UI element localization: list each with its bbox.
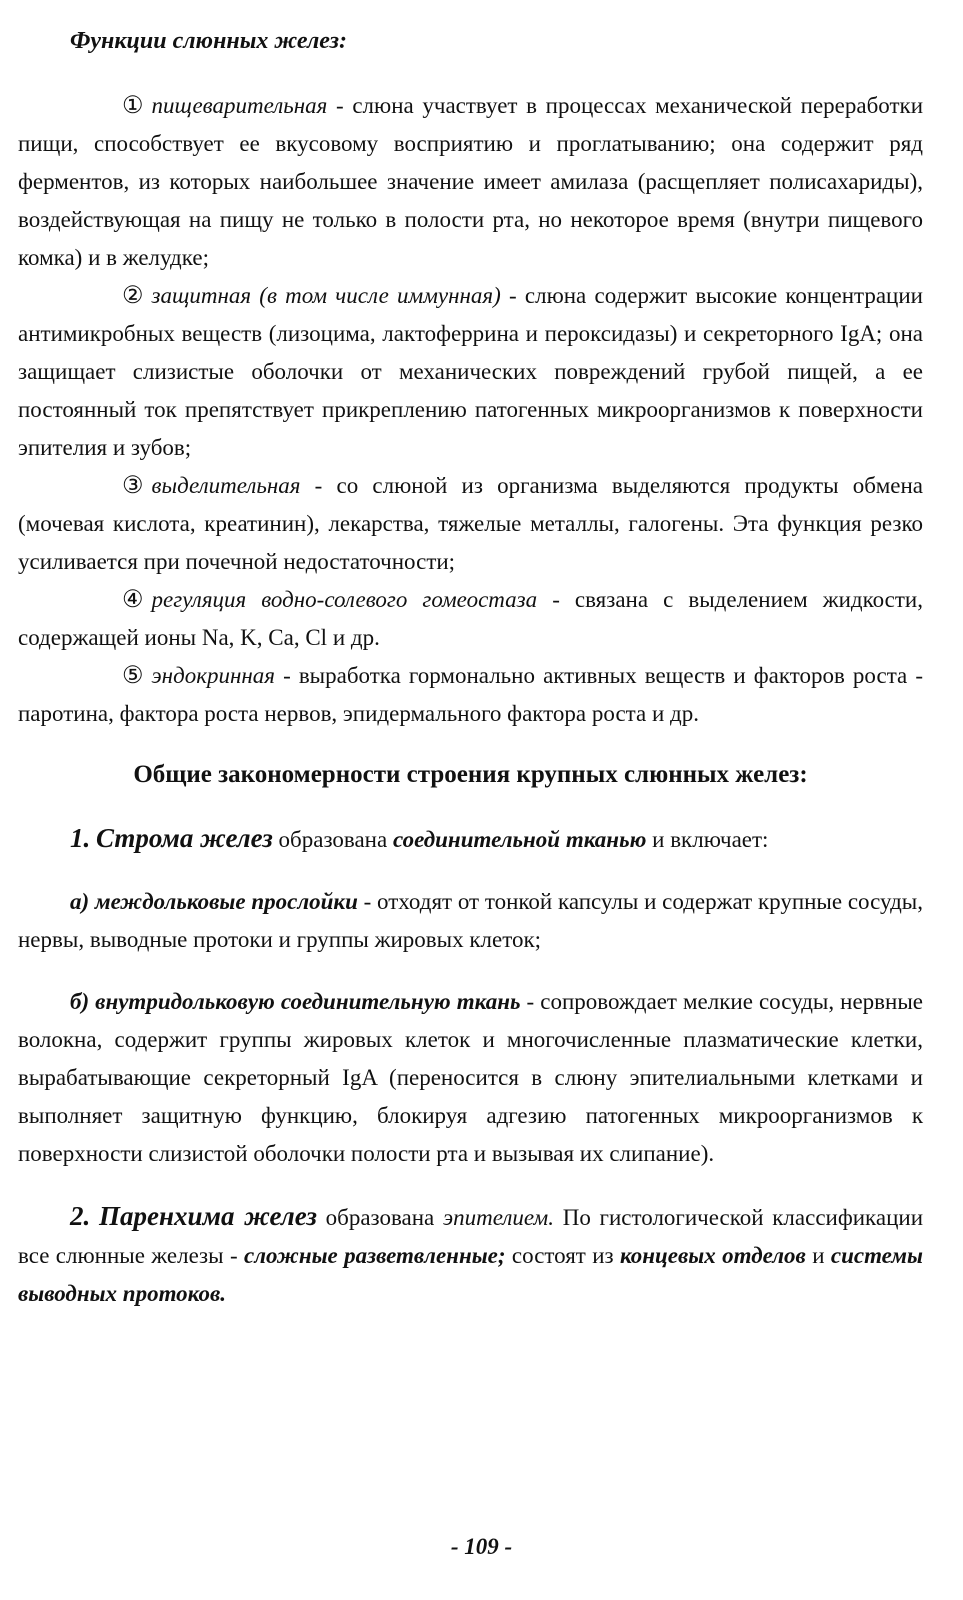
section-heading: Общие закономерности строения крупных слюнных желез: <box>133 761 808 788</box>
section-1-paragraph: 1. Строма желез образована соединительной тканью и включает: <box>70 823 769 853</box>
function-text: - слюна содержит высокие концентрации антимикробных веществ (лизоцима, лактоферрина и пероксидазы) и секреторного IgA; она защищает слизистые оболочки от механических повреждений грубой пищей, а ее постоянный ток препятствует прикреплению патогенных микроорганизмов к поверхности эпителия и зубов; <box>18 283 923 460</box>
circled-number: ② <box>122 283 144 309</box>
section-2-paragraph: 2. Паренхима желез образована эпителием. По гистологической классификации все слюнные железы - сложные разветвленные; состоят из концевых отделов и системы выводных протоков. <box>18 1201 924 1306</box>
item-a-term: а) междольковые прослойки <box>70 889 358 914</box>
section-2-number: 2. <box>70 1201 91 1231</box>
function-text: - слюна участвует в процессах механической переработки пищи, способствует ее вкусовому восприятию и проглатыванию; она содержит ряд ферментов, из которых наибольшее значение имеет амилаза (расщепляет полисахариды), воздействующая на пищу не только в полости рта, но некоторое время (внутри пищевого комка) и в желудке; <box>18 93 923 270</box>
circled-number: ③ <box>122 473 144 499</box>
function-item <box>18 277 923 467</box>
circled-number: ① <box>122 93 144 119</box>
function-text: - со слюной из организма выделяются продукты обмена (мочевая кислота, креатинин), лекарства, тяжелые металлы, галогены. Эта функция резко усиливается при почечной недостаточности; <box>18 473 923 574</box>
function-name: эндокринная <box>151 663 275 688</box>
function-name: пищеварительная <box>151 93 328 118</box>
function-item <box>18 467 923 581</box>
section-2-term: Паренхима желез <box>98 1201 317 1231</box>
item-b-term: б) внутридольковую соединительную ткань <box>70 989 521 1014</box>
function-name: выделительная <box>151 473 301 498</box>
circled-number: ④ <box>122 587 144 613</box>
functions-title: Функции слюнных желез: <box>70 28 347 54</box>
function-name: защитная (в том числе иммунная) <box>151 283 501 308</box>
function-text: - связана с выделением жидкости, содержащей ионы Na, K, Ca, Cl и др. <box>18 587 923 650</box>
function-item <box>18 87 923 277</box>
circled-number: ⑤ <box>122 663 144 689</box>
function-item <box>18 581 923 657</box>
page-number: - 109 - <box>450 1534 513 1559</box>
function-name: регуляция водно-солевого гомеостаза <box>151 587 538 612</box>
item-a-paragraph: а) междольковые прослойки - отходят от тонкой капсулы и содержат крупные сосуды, нервы, выводные протоки и группы жировых клеток; <box>18 889 923 952</box>
function-text: - выработка гормонально активных веществ и факторов роста - паротина, фактора роста нервов, эпидермального фактора роста и др. <box>18 663 923 726</box>
section-1-number: 1. <box>70 823 91 853</box>
function-item <box>18 657 923 733</box>
item-b-paragraph: б) внутридольковую соединительную ткань - сопровождает мелкие сосуды, нервные волокна, содержит группы жировых клеток и многочисленные плазматические клетки, вырабатывающие секреторный IgA (переносится в слюну эпителиальными клетками и выполняет защитную функцию, блокируя адгезию патогенных микроорганизмов к поверхности слизистой оболочки полости рта и вызывая их слипание). <box>18 989 923 1166</box>
section-1-term: Строма желез <box>96 823 273 853</box>
